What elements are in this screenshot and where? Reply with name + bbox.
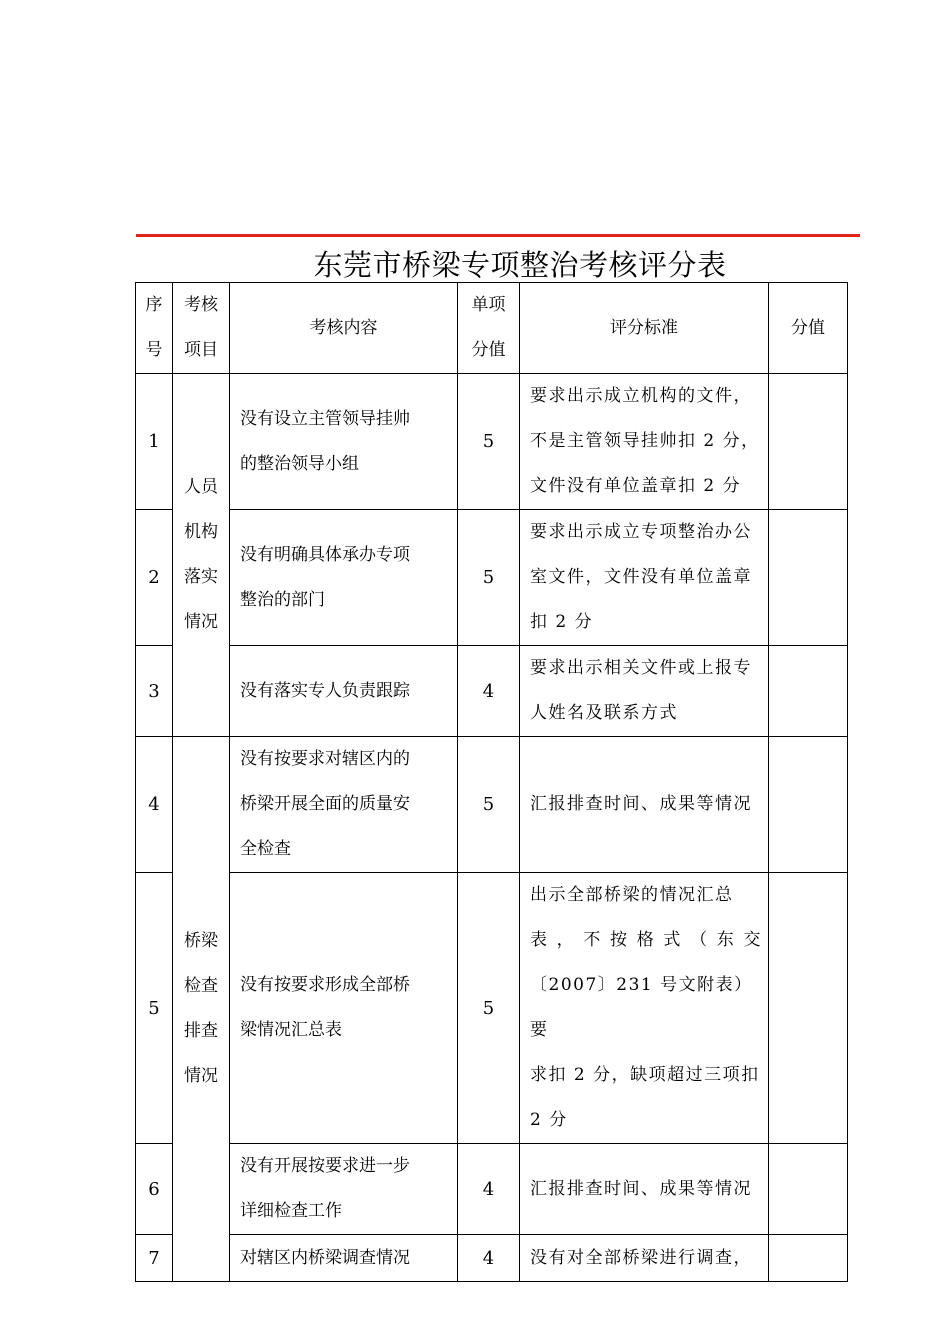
row-value[interactable] <box>769 374 848 510</box>
table-row <box>136 1235 848 1282</box>
row-value[interactable] <box>769 1235 848 1282</box>
row-criteria: 汇报排查时间、成果等情况 <box>520 1144 769 1235</box>
category-cell: 桥梁 检查 排查 情况 <box>173 737 230 1282</box>
row-value[interactable] <box>769 646 848 737</box>
row-content: 没有设立主管领导挂帅 的整治领导小组 <box>230 374 458 510</box>
header-rule <box>136 234 860 237</box>
row-score: 4 <box>458 1144 520 1235</box>
table-row <box>136 510 848 646</box>
header-score: 单项 分值 <box>458 283 520 374</box>
row-value[interactable] <box>769 1144 848 1235</box>
row-criteria: 出示全部桥梁的情况汇总 表，不按格式（东交 〔2007〕231 号文附表）要 求扣 2 分，缺项超过三项扣 2 分 <box>520 873 769 1144</box>
row-seq: 4 <box>136 737 173 873</box>
row-content: 没有按要求形成全部桥 梁情况汇总表 <box>230 873 458 1144</box>
header-item: 考核 项目 <box>173 283 230 374</box>
row-score: 5 <box>458 873 520 1144</box>
table-row <box>136 737 848 873</box>
table-row <box>136 646 848 737</box>
table-header-row <box>136 283 848 374</box>
row-criteria: 要求出示成立机构的文件， 不是主管领导挂帅扣 2 分， 文件没有单位盖章扣 2 分 <box>520 374 769 510</box>
page-title: 东莞市桥梁专项整治考核评分表 <box>313 248 727 282</box>
row-criteria: 没有对全部桥梁进行调查， <box>520 1235 769 1282</box>
header-value: 分值 <box>769 283 848 374</box>
row-content: 没有明确具体承办专项 整治的部门 <box>230 510 458 646</box>
table-row <box>136 374 848 510</box>
row-seq: 3 <box>136 646 173 737</box>
row-score: 5 <box>458 510 520 646</box>
row-content: 没有开展按要求进一步 详细检查工作 <box>230 1144 458 1235</box>
row-seq: 2 <box>136 510 173 646</box>
row-criteria: 要求出示成立专项整治办公 室文件，文件没有单位盖章 扣 2 分 <box>520 510 769 646</box>
row-value[interactable] <box>769 510 848 646</box>
header-criteria: 评分标准 <box>520 283 769 374</box>
row-score: 4 <box>458 1235 520 1282</box>
scoring-table <box>135 282 848 1282</box>
row-seq: 6 <box>136 1144 173 1235</box>
table-row <box>136 1144 848 1235</box>
row-seq: 1 <box>136 374 173 510</box>
row-score: 5 <box>458 374 520 510</box>
row-criteria: 汇报排查时间、成果等情况 <box>520 737 769 873</box>
category-cell: 人员 机构 落实 情况 <box>173 374 230 737</box>
row-criteria: 要求出示相关文件或上报专 人姓名及联系方式 <box>520 646 769 737</box>
row-value[interactable] <box>769 737 848 873</box>
row-seq: 7 <box>136 1235 173 1282</box>
row-score: 5 <box>458 737 520 873</box>
row-value[interactable] <box>769 873 848 1144</box>
row-content: 没有落实专人负责跟踪 <box>230 646 458 737</box>
header-content: 考核内容 <box>230 283 458 374</box>
table-row <box>136 873 848 1144</box>
row-content: 对辖区内桥梁调查情况 <box>230 1235 458 1282</box>
row-content: 没有按要求对辖区内的 桥梁开展全面的质量安 全检查 <box>230 737 458 873</box>
row-seq: 5 <box>136 873 173 1144</box>
row-score: 4 <box>458 646 520 737</box>
header-seq: 序 号 <box>136 283 173 374</box>
